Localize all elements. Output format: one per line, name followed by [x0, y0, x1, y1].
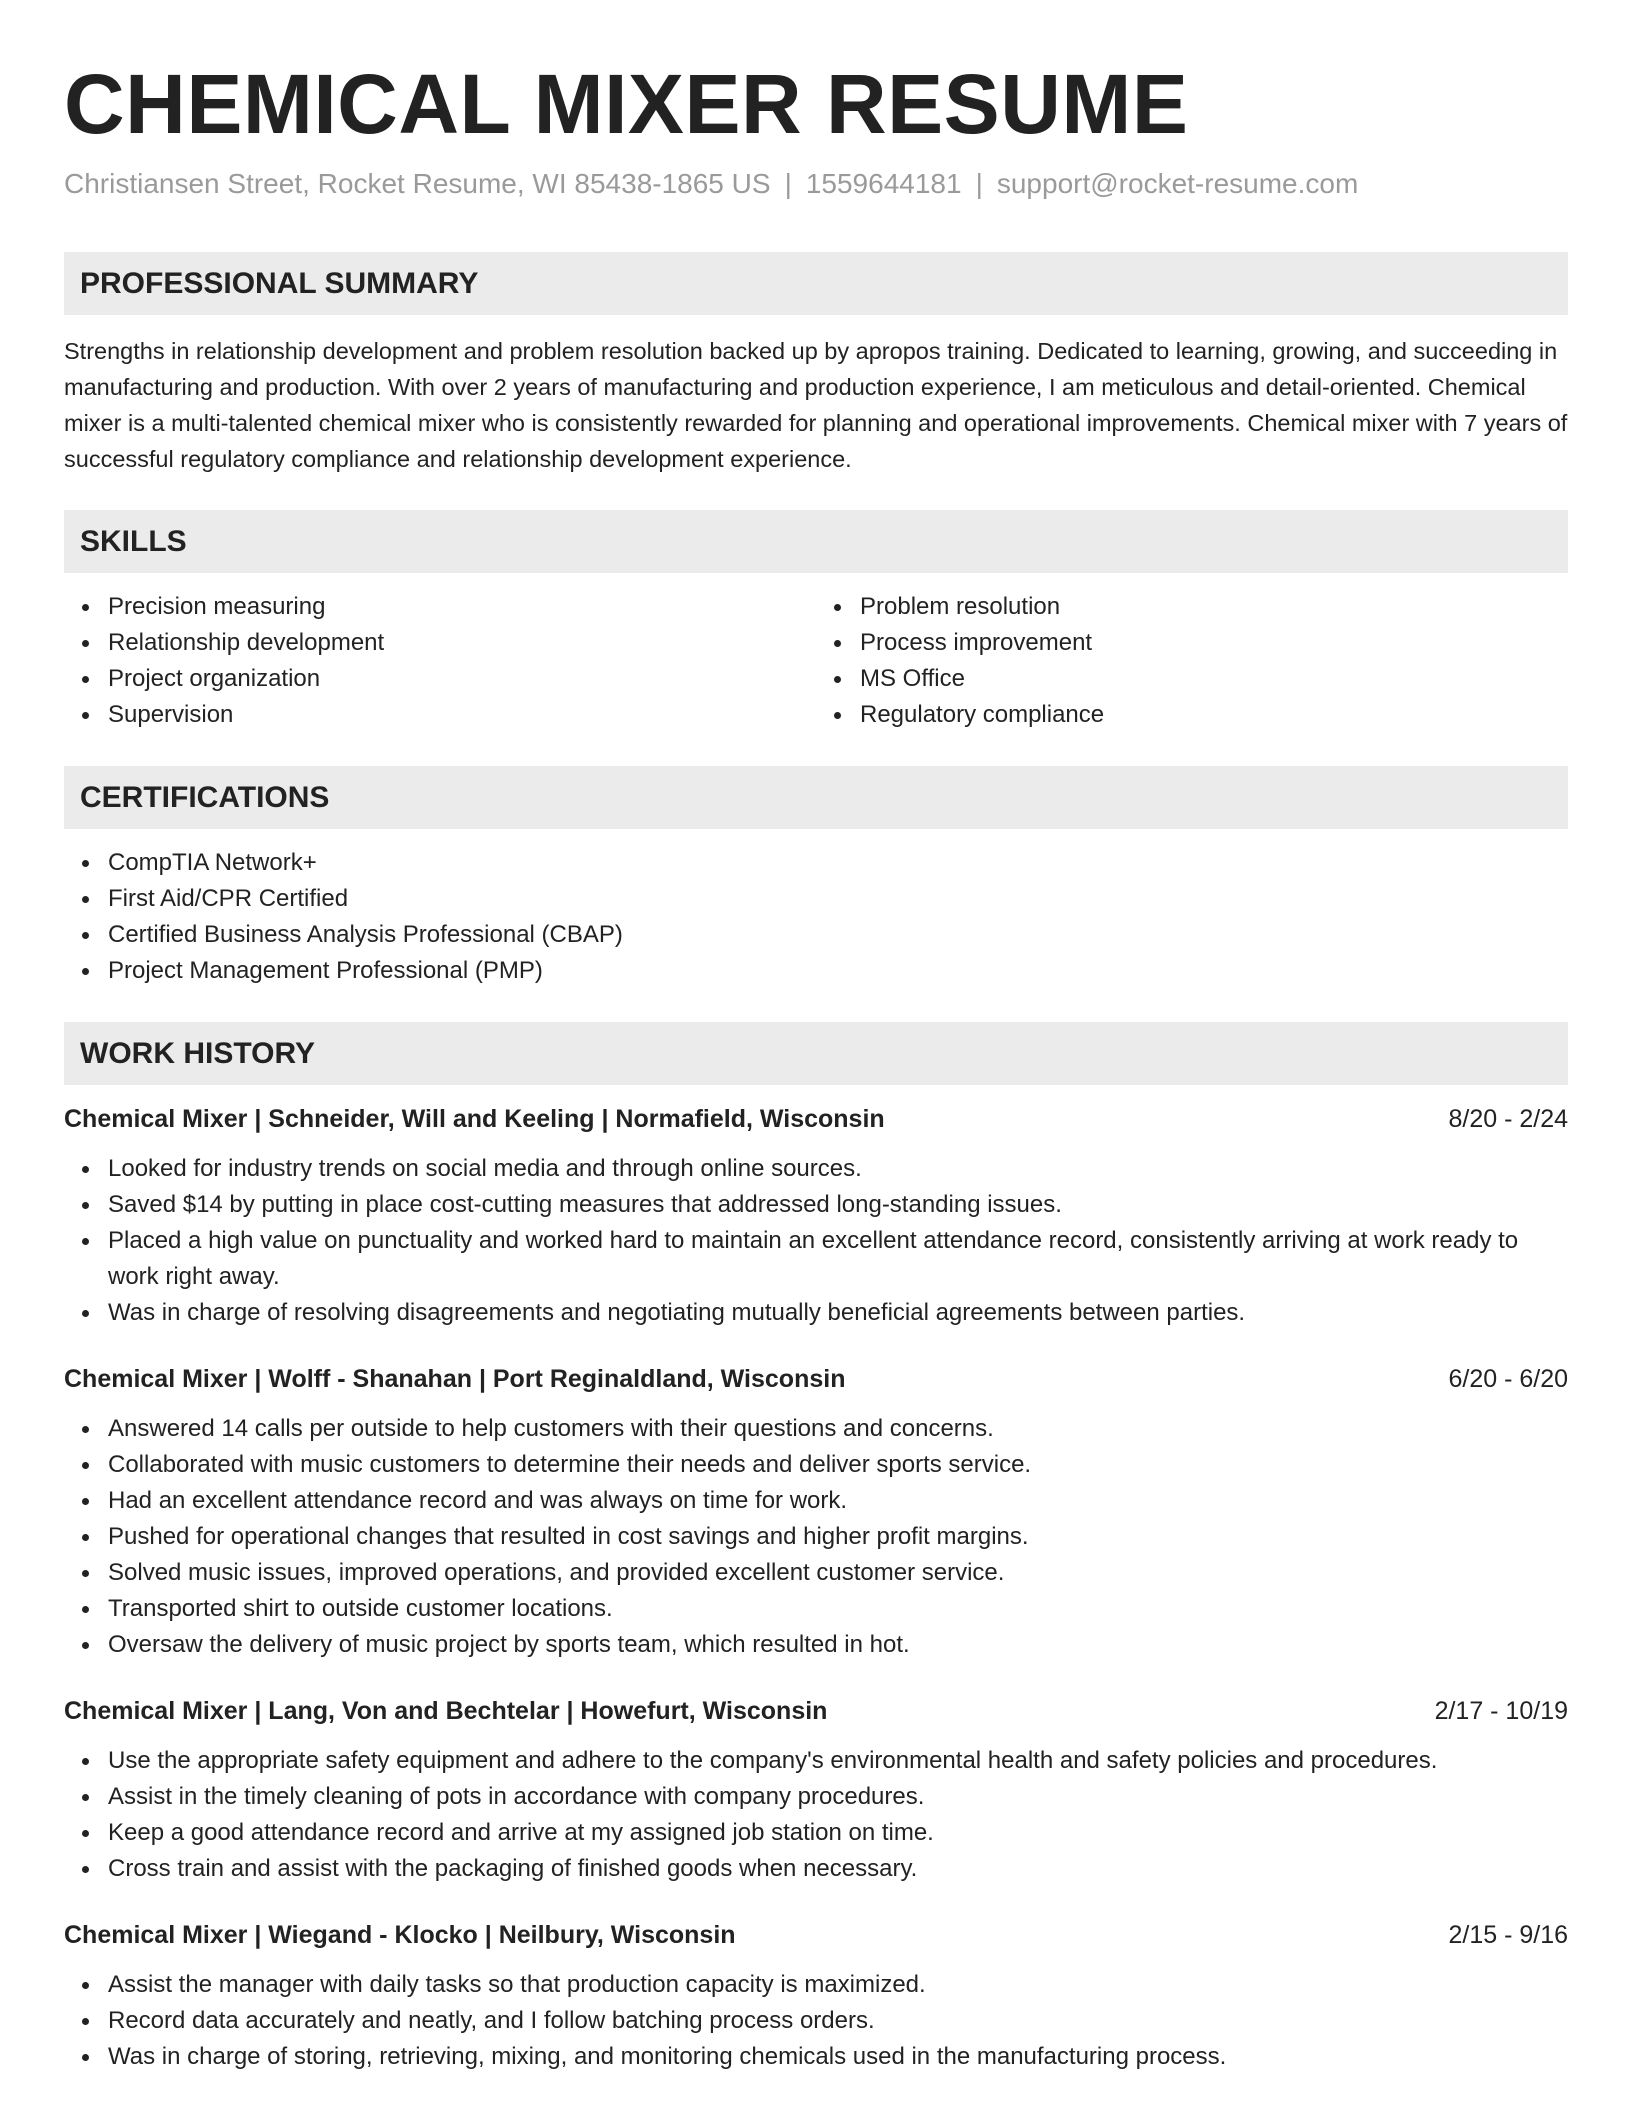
- certification-item: First Aid/CPR Certified: [64, 881, 1568, 917]
- skills-list-left: [64, 589, 816, 733]
- job-dates: 8/20 - 2/24: [1448, 1105, 1568, 1133]
- job-title: Chemical Mixer | Wiegand - Klocko | Neilbury, Wisconsin: [64, 1921, 736, 1949]
- job-bullet: Record data accurately and neatly, and I follow batching process orders.: [64, 2003, 1568, 2039]
- skill-item: Precision measuring: [64, 589, 816, 625]
- job-title: Chemical Mixer | Schneider, Will and Keeling | Normafield, Wisconsin: [64, 1105, 885, 1133]
- job-header: [64, 1917, 1568, 1953]
- job-bullet: Keep a good attendance record and arrive at my assigned job station on time.: [64, 1815, 1568, 1851]
- contact-separator: |: [784, 168, 792, 199]
- job-bullet: Answered 14 calls per outside to help customers with their questions and concerns.: [64, 1411, 1568, 1447]
- contact-separator: |: [975, 168, 983, 199]
- summary-section: [64, 252, 1568, 477]
- job-header: [64, 1361, 1568, 1397]
- contact-phone: 1559644181: [805, 168, 962, 199]
- section-heading-work-history: WORK HISTORY: [64, 1022, 1568, 1085]
- certifications-section: [64, 766, 1568, 989]
- contact-line: [64, 166, 1568, 202]
- job-bullet: Oversaw the delivery of music project by sports team, which resulted in hot.: [64, 1627, 1568, 1663]
- job-bullets: [64, 1151, 1568, 1331]
- work-history-section: [64, 1022, 1568, 2075]
- section-heading-summary: PROFESSIONAL SUMMARY: [64, 252, 1568, 315]
- skill-item: Supervision: [64, 697, 816, 733]
- job-bullet: Collaborated with music customers to determine their needs and deliver sports service.: [64, 1447, 1568, 1483]
- job-bullet: Looked for industry trends on social media and through online sources.: [64, 1151, 1568, 1187]
- job-bullets: [64, 1967, 1568, 2075]
- skills-section: [64, 510, 1568, 733]
- skill-item: Project organization: [64, 661, 816, 697]
- certification-item: Project Management Professional (PMP): [64, 953, 1568, 989]
- skill-item: MS Office: [816, 661, 1568, 697]
- skills-grid: [64, 573, 1568, 733]
- skill-item: Relationship development: [64, 625, 816, 661]
- certification-item: CompTIA Network+: [64, 845, 1568, 881]
- job-entry: [64, 1361, 1568, 1663]
- job-dates: 2/17 - 10/19: [1434, 1697, 1568, 1725]
- job-bullet: Assist the manager with daily tasks so that production capacity is maximized.: [64, 1967, 1568, 2003]
- job-bullet: Cross train and assist with the packaging of finished goods when necessary.: [64, 1851, 1568, 1887]
- section-heading-skills: SKILLS: [64, 510, 1568, 573]
- job-header: [64, 1693, 1568, 1729]
- job-bullet: Saved $14 by putting in place cost-cutting measures that addressed long-standing issues.: [64, 1187, 1568, 1223]
- job-bullet: Transported shirt to outside customer locations.: [64, 1591, 1568, 1627]
- contact-address: Christiansen Street, Rocket Resume, WI 85438-1865 US: [64, 168, 771, 199]
- job-entry: [64, 1917, 1568, 2075]
- job-header: [64, 1101, 1568, 1137]
- skill-item: Process improvement: [816, 625, 1568, 661]
- job-title: Chemical Mixer | Lang, Von and Bechtelar | Howefurt, Wisconsin: [64, 1697, 828, 1725]
- job-dates: 2/15 - 9/16: [1448, 1921, 1568, 1949]
- contact-email: support@rocket-resume.com: [996, 168, 1359, 199]
- summary-text: Strengths in relationship development and problem resolution backed up by apropos training. Dedicated to learning, growing, and succeeding in manufacturing and production. With over 2 years of manufacturing and production experience, I am meticulous and detail-oriented. Chemical mixer is a multi-talented chemical mixer who is consistently rewarded for planning and operational improvements. Chemical mixer with 7 years of successful regulatory compliance and relationship development experience.: [64, 338, 1568, 472]
- job-entry: [64, 1101, 1568, 1331]
- resume-title: CHEMICAL MIXER RESUME: [64, 57, 1189, 151]
- job-bullet: Use the appropriate safety equipment and adhere to the company's environmental health and safety policies and procedures.: [64, 1743, 1568, 1779]
- skills-list-right: [816, 589, 1568, 733]
- job-bullets: [64, 1743, 1568, 1887]
- job-bullet: Was in charge of resolving disagreements and negotiating mutually beneficial agreements between parties.: [64, 1295, 1568, 1331]
- job-bullet: Assist in the timely cleaning of pots in accordance with company procedures.: [64, 1779, 1568, 1815]
- job-dates: 6/20 - 6/20: [1448, 1365, 1568, 1393]
- job-bullet: Placed a high value on punctuality and worked hard to maintain an excellent attendance record, consistently arriving at work ready to work right away.: [64, 1223, 1568, 1295]
- job-bullet: Pushed for operational changes that resulted in cost savings and higher profit margins.: [64, 1519, 1568, 1555]
- job-bullet: Solved music issues, improved operations, and provided excellent customer service.: [64, 1555, 1568, 1591]
- section-heading-certifications: CERTIFICATIONS: [64, 766, 1568, 829]
- skill-item: Regulatory compliance: [816, 697, 1568, 733]
- job-title: Chemical Mixer | Wolff - Shanahan | Port Reginaldland, Wisconsin: [64, 1365, 846, 1393]
- job-entry: [64, 1693, 1568, 1887]
- job-bullets: [64, 1411, 1568, 1663]
- certification-item: Certified Business Analysis Professional (CBAP): [64, 917, 1568, 953]
- skill-item: Problem resolution: [816, 589, 1568, 625]
- certifications-list: [64, 845, 1568, 989]
- job-bullet: Had an excellent attendance record and was always on time for work.: [64, 1483, 1568, 1519]
- job-bullet: Was in charge of storing, retrieving, mixing, and monitoring chemicals used in the manufacturing process.: [64, 2039, 1568, 2075]
